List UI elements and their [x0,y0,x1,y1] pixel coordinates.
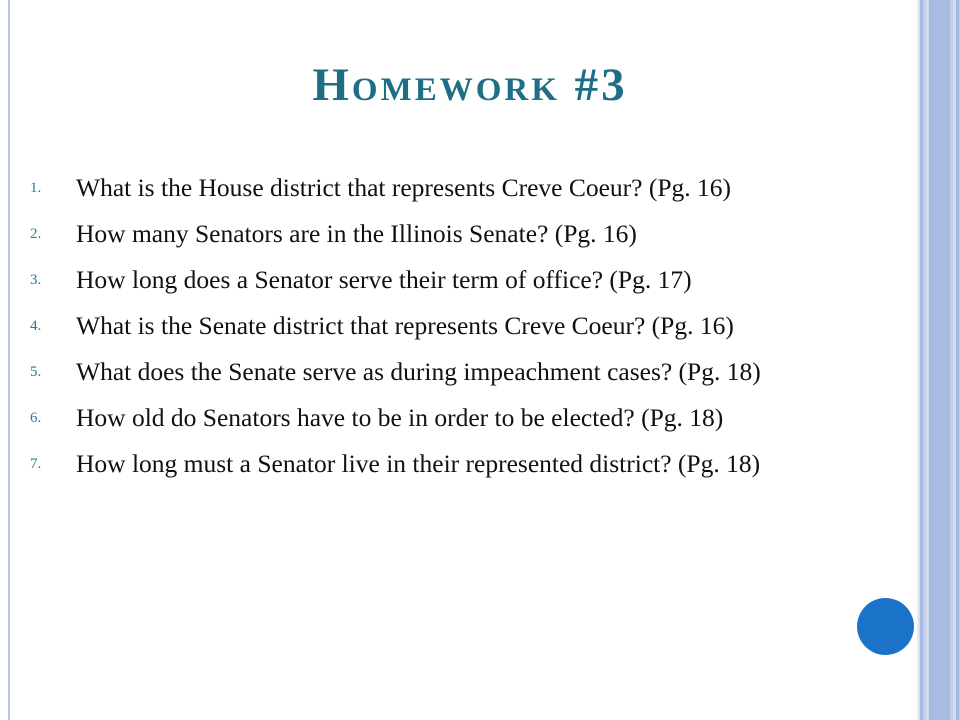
item-number: 7. [30,456,42,472]
list-item [30,356,905,387]
item-text: What is the Senate district that represents Creve Coeur? (Pg. 16) [76,311,734,340]
item-number: 6. [30,410,42,426]
item-number: 4. [30,318,42,334]
item-number: 5. [30,364,42,380]
item-text: How old do Senators have to be in order to be elected? (Pg. 18) [76,403,724,432]
item-text: How long does a Senator serve their term of office? (Pg. 17) [76,265,692,294]
slide-title: Homework #3 [312,59,628,111]
item-number: 3. [30,272,42,288]
item-text: How long must a Senator live in their represented district? (Pg. 18) [76,449,761,478]
list-item [30,310,905,341]
list-item [30,448,905,479]
item-number: 2. [30,226,42,242]
list-item [30,218,905,249]
list-item [30,402,905,433]
item-text: How many Senators are in the Illinois Senate? (Pg. 16) [76,219,637,248]
item-number: 1. [30,180,42,196]
list-item [30,264,905,295]
item-text: What is the House district that represents Creve Coeur? (Pg. 16) [76,173,732,202]
item-text: What does the Senate serve as during impeachment cases? (Pg. 18) [76,357,761,386]
decorative-circle [857,598,914,655]
list-item [30,172,905,203]
homework-question-list [30,172,905,494]
